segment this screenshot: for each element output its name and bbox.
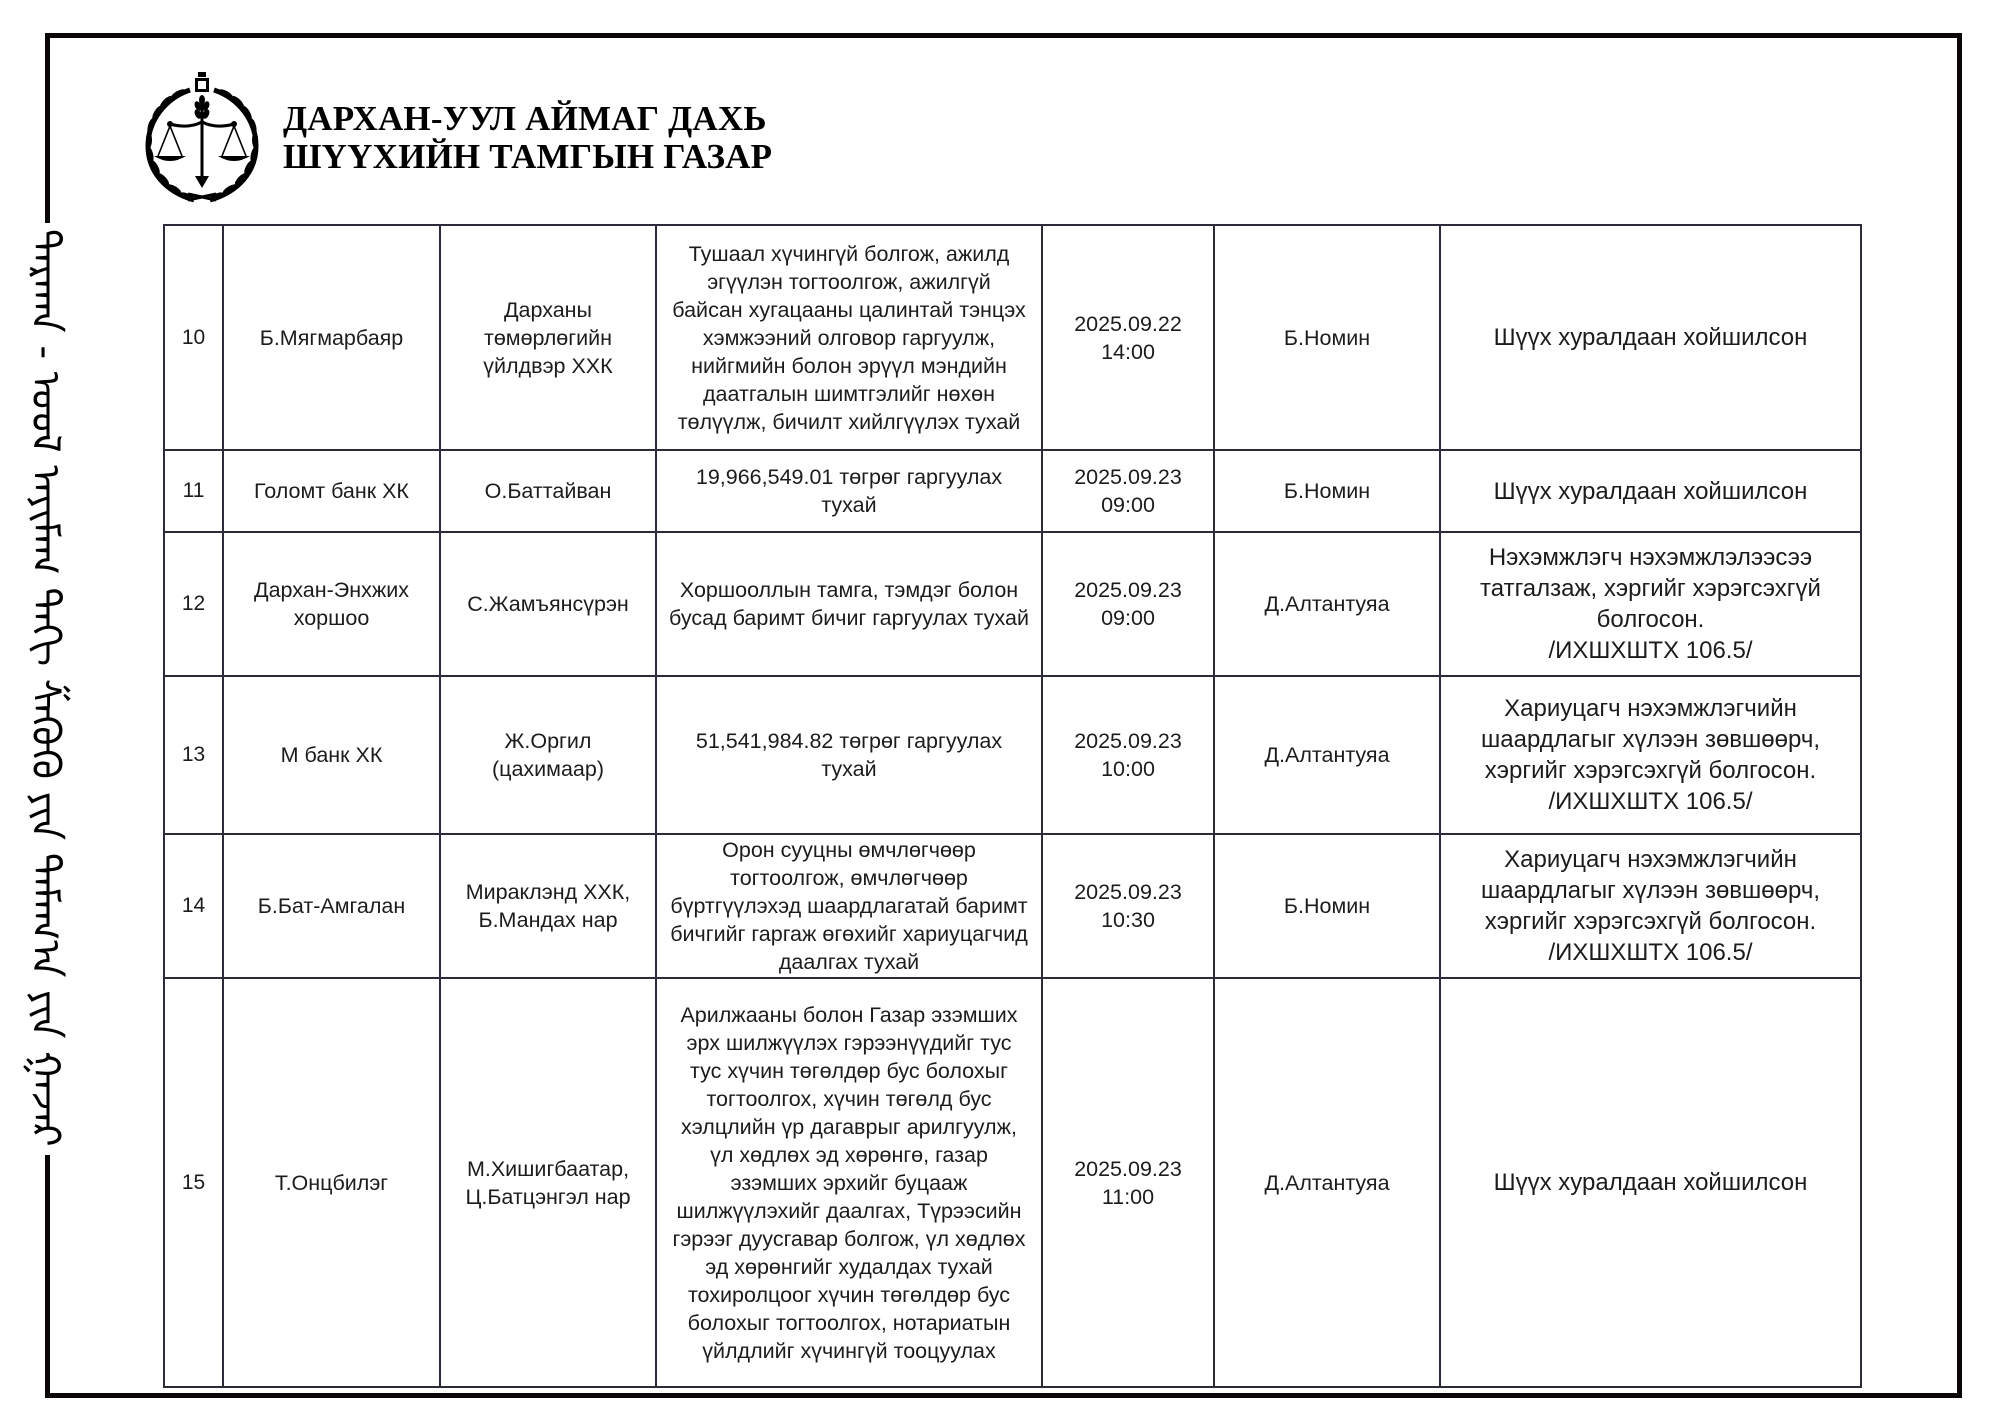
court-scales-emblem-icon [138, 68, 266, 206]
hearing-result: Нэхэмжлэгч нэхэмжлэлээсээ татгалзаж, хэргийг хэрэгсэхгүй болгосон. /ИХШХШТХ 106.5/ [1440, 532, 1861, 676]
page-frame-right-border [1957, 33, 1962, 1398]
table-row [164, 834, 1861, 978]
judge: Д.Алтантуяа [1214, 676, 1440, 834]
hearing-result: Хариуцагч нэхэмжлэгчийн шаардлагыг хүлээн зөвшөөрч, хэргийг хэрэгсэхгүй болгосон. /ИХШХШТХ 106.5/ [1440, 676, 1861, 834]
plaintiff: Т.Онцбилэг [223, 978, 440, 1387]
plaintiff: Б.Мягмарбаяр [223, 225, 440, 450]
page-frame-bottom-border [45, 1393, 1962, 1398]
vertical-mongolian-script-text: ᠳᠠᠷᠬᠠᠨ - ᠤᠤᠯ ᠠᠶᠢᠮᠠᠭ ᠳᠠᠬᠢ ᠱᠡᠭᠦᠬᠦ ᠶᠢᠨ ᠲᠠᠮᠠᠭ᠎ᠠ ᠶᠢᠨ ᠭᠠᠵᠠᠷ [22, 228, 68, 1147]
defendant: О.Баттайван [440, 450, 656, 532]
defendant: Ж.Оргил (цахимаар) [440, 676, 656, 834]
claim-description: Хоршооллын тамга, тэмдэг болон бусад баримт бичиг гаргуулах тухай [656, 532, 1042, 676]
claim-description: 51,541,984.82 төгрөг гаргуулах тухай [656, 676, 1042, 834]
plaintiff: М банк ХК [223, 676, 440, 834]
table-row [164, 450, 1861, 532]
page-frame-top-border [45, 33, 1962, 38]
page-frame-left-border-lower [45, 1155, 50, 1398]
table-row [164, 225, 1861, 450]
judge: Б.Номин [1214, 225, 1440, 450]
vertical-mongolian-script-title [10, 225, 80, 1150]
claim-description: Тушаал хүчингүй болгож, ажилд эгүүлэн тогтоолгож, ажилгүй байсан хугацааны цалинтай тэнцэх хэмжээний олговор гаргуулж, нийгмийн болон эрүүл мэндийн даатгалын шимтгэлийг нөхөн төлүүлж, бичилт хийлгүүлэх тухай [656, 225, 1042, 450]
plaintiff: Голомт банк ХК [223, 450, 440, 532]
hearing-datetime: 2025.09.23 09:00 [1042, 532, 1214, 676]
case-number: 12 [164, 532, 223, 676]
hearing-datetime: 2025.09.23 10:00 [1042, 676, 1214, 834]
organization-title-line2: ШҮҮХИЙН ТАМГЫН ГАЗАР [283, 137, 773, 176]
hearing-result: Шүүх хуралдаан хойшилсон [1440, 978, 1861, 1387]
defendant: Мираклэнд ХХК, Б.Мандах нар [440, 834, 656, 978]
table-row [164, 676, 1861, 834]
hearing-result: Шүүх хуралдаан хойшилсон [1440, 225, 1861, 450]
judge: Д.Алтантуяа [1214, 532, 1440, 676]
page-frame-left-border-upper [45, 33, 50, 223]
case-number: 11 [164, 450, 223, 532]
organization-title-line1: ДАРХАН-УУЛ АЙМАГ ДАХЬ [283, 99, 767, 138]
defendant: С.Жамъянсүрэн [440, 532, 656, 676]
case-number: 13 [164, 676, 223, 834]
hearing-result: Шүүх хуралдаан хойшилсон [1440, 450, 1861, 532]
hearing-datetime: 2025.09.23 11:00 [1042, 978, 1214, 1387]
judge: Д.Алтантуяа [1214, 978, 1440, 1387]
case-number: 14 [164, 834, 223, 978]
table-row [164, 978, 1861, 1387]
case-number: 15 [164, 978, 223, 1387]
table-row [164, 532, 1861, 676]
case-number: 10 [164, 225, 223, 450]
claim-description: Орон сууцны өмчлөгчөөр тогтоолгож, өмчлөгчөөр бүртгүүлэхэд шаардлагатай баримт бичгийг гаргаж өгөхийг хариуцагчид даалгах тухай [656, 834, 1042, 978]
hearing-datetime: 2025.09.23 10:30 [1042, 834, 1214, 978]
defendant: М.Хишигбаатар, Ц.Батцэнгэл нар [440, 978, 656, 1387]
judge: Б.Номин [1214, 834, 1440, 978]
hearing-result: Хариуцагч нэхэмжлэгчийн шаардлагыг хүлээн зөвшөөрч, хэргийг хэрэгсэхгүй болгосон. /ИХШХШТХ 106.5/ [1440, 834, 1861, 978]
hearing-datetime: 2025.09.23 09:00 [1042, 450, 1214, 532]
plaintiff: Дархан-Энхжих хоршоо [223, 532, 440, 676]
claim-description: Арилжааны болон Газар эзэмших эрх шилжүүлэх гэрээнүүдийг тус тус хүчин төгөлдөр бус болохыг тогтоолгох, хүчин төгөлд бус хэлцлийн үр дагаврыг арилгуулж, үл хөдлөх эд хөрөнгө, газар эзэмших эрхийг буцааж шилжүүлэхийг даалгах, Түрээсийн гэрээг дуусгавар болгож, үл хөдлөх эд хөрөнгийг худалдах тухай тохиролцоог хүчин төгөлдөр бус болохыг тогтоолгох, нотариатын үйлдлийг хүчингүй тооцуулах [656, 978, 1042, 1387]
court-hearing-table [163, 224, 1862, 1388]
hearing-datetime: 2025.09.22 14:00 [1042, 225, 1214, 450]
organization-title [283, 100, 772, 176]
judge: Б.Номин [1214, 450, 1440, 532]
claim-description: 19,966,549.01 төгрөг гаргуулах тухай [656, 450, 1042, 532]
defendant: Дарханы төмөрлөгийн үйлдвэр ХХК [440, 225, 656, 450]
plaintiff: Б.Бат-Амгалан [223, 834, 440, 978]
